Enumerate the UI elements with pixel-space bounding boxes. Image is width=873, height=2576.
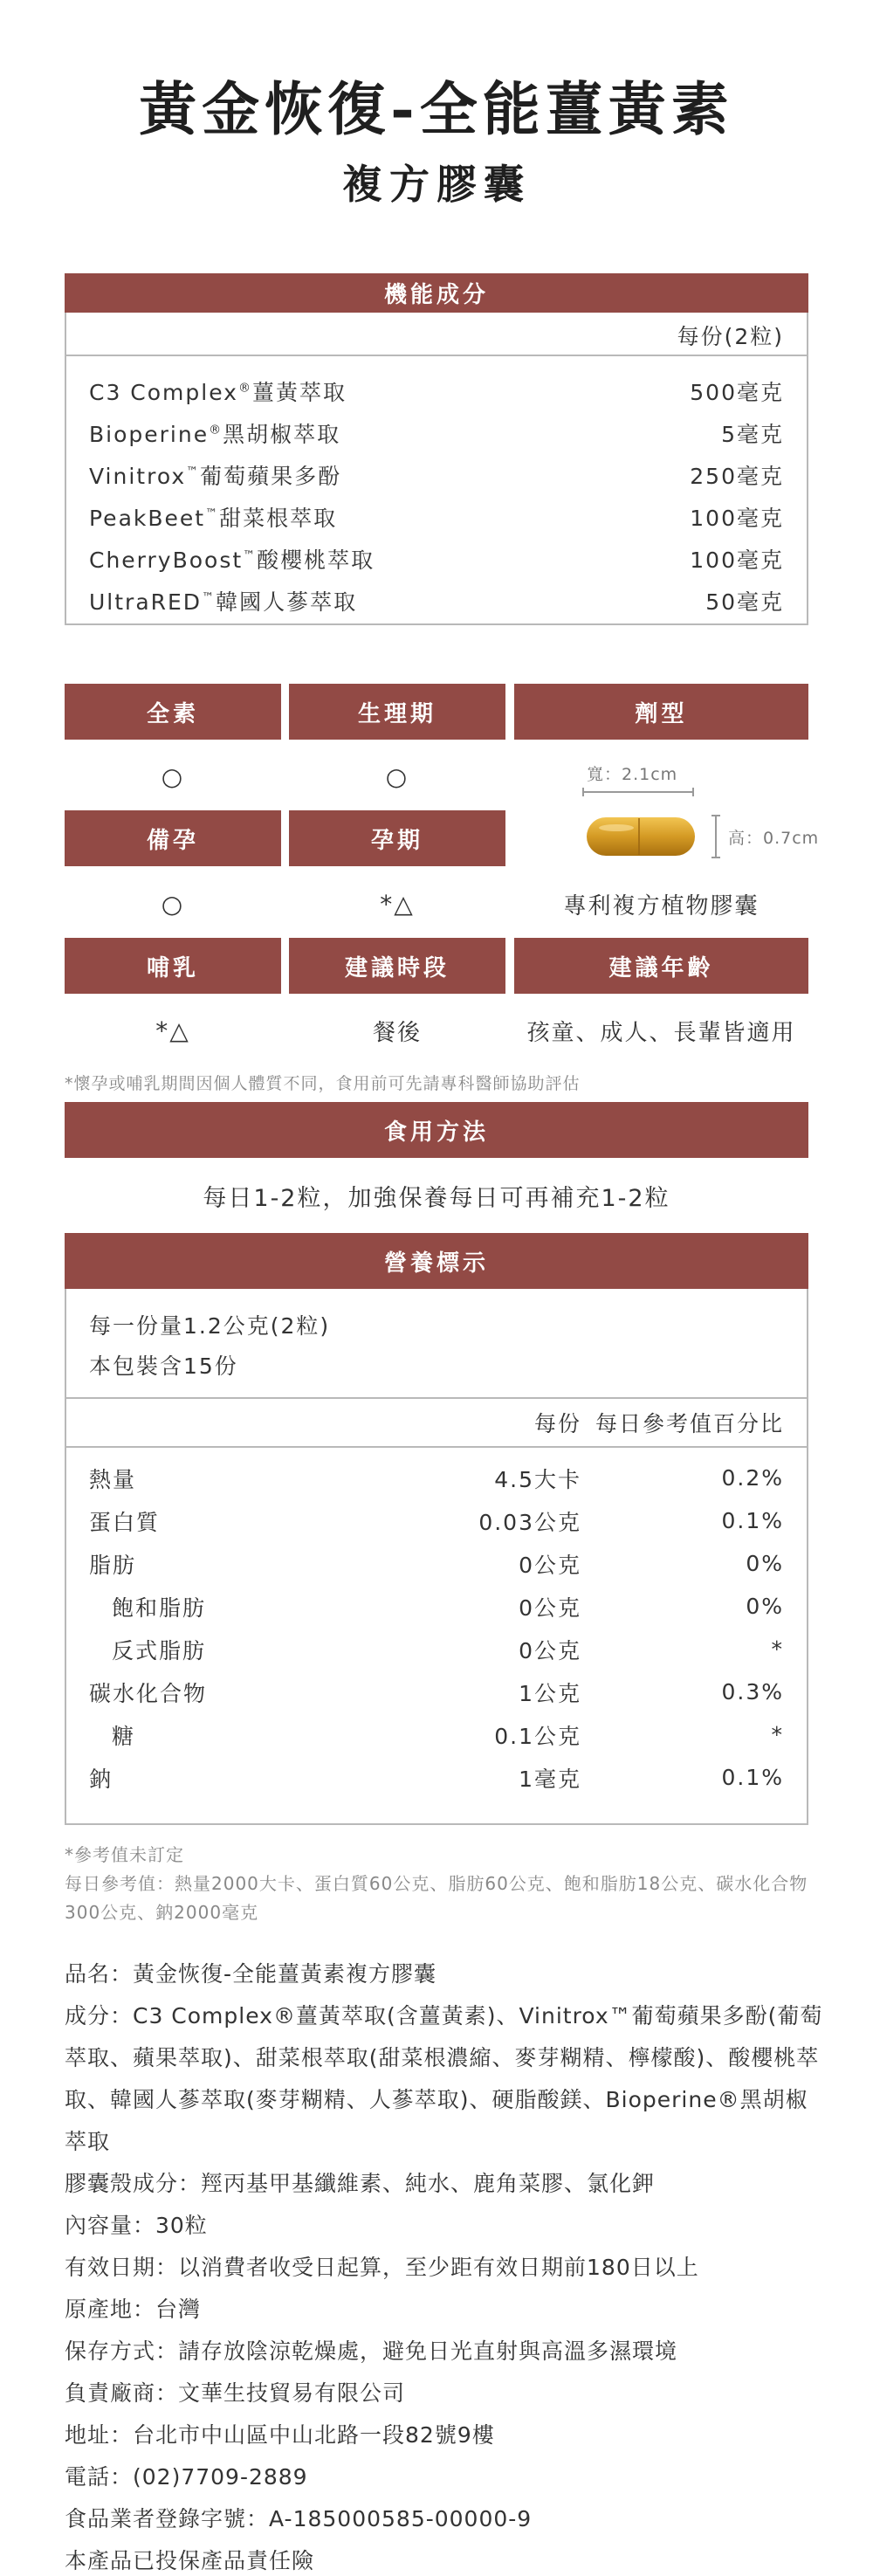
nutrition-rows [89, 1457, 784, 1799]
reference-notes [65, 1841, 815, 1927]
product-info-line: 食品業者登錄字號：A-185000585-00000-9 [65, 2506, 533, 2531]
nutrition-row [89, 1670, 784, 1713]
ingredient-row [89, 370, 784, 412]
pregnancy-value: *△ [380, 889, 415, 919]
product-subtitle: 複方膠囊 [342, 161, 531, 208]
functional-list [89, 370, 784, 622]
preconception-header: 備孕 [65, 810, 281, 866]
nutrition-row [89, 1457, 784, 1499]
nutrient-amount: 1公克 [519, 1680, 581, 1706]
nutrient-amount: 0公克 [519, 1552, 581, 1578]
pregnancy-header: 孕期 [289, 810, 505, 866]
usage-header: 食用方法 [65, 1102, 808, 1158]
divider [66, 1446, 807, 1448]
capsule-icon [585, 814, 698, 861]
period-header: 生理期 [289, 684, 505, 740]
ingredient-name: Bioperine®黑胡椒萃取 [89, 422, 341, 447]
timing-header: 建議時段 [289, 938, 505, 994]
width-measure-line [582, 786, 696, 798]
nutrition-row [89, 1628, 784, 1670]
height-measure-line [709, 814, 723, 859]
ingredient-row [89, 580, 784, 622]
capsule-width-label: 寬：2.1cm [587, 765, 678, 784]
capsule-height-label: 高：0.7cm [728, 829, 820, 848]
divider [66, 1397, 807, 1399]
nutrient-name: 蛋白質 [89, 1509, 161, 1535]
nutrient-daily-value: * [771, 1636, 784, 1662]
timing-value: 餐後 [372, 1019, 422, 1046]
product-info-line: 膠囊殼成分：羥丙基甲基纖維素、純水、鹿角菜膠、氯化鉀 [65, 2171, 656, 2196]
product-info-line: 原產地：台灣 [65, 2297, 202, 2322]
ingredient-row [89, 412, 784, 454]
nutrient-amount: 0.03公克 [478, 1509, 581, 1535]
functional-table [65, 313, 808, 625]
reference-undefined: *參考值未訂定 [65, 1844, 184, 1865]
form-header: 劑型 [514, 684, 808, 740]
nutrition-row [89, 1585, 784, 1628]
ingredient-amount: 50毫克 [705, 589, 784, 615]
nutrition-row [89, 1713, 784, 1756]
product-info-line: 電話：(02)7709-2889 [65, 2464, 308, 2490]
product-info-line: 成分：C3 Complex®薑黃萃取(含薑黃素)、Vinitrox™葡萄蘋果多酚(葡萄萃取、蘋果萃取)、甜菜根萃取(甜菜根濃縮、麥芽糊精、檸檬酸)、酸櫻桃萃取、韓國人蔘萃取(麥芽糊精、人蔘萃取)、硬脂酸鎂、Bioperine®黑胡椒萃取 [65, 2003, 823, 2154]
nutrient-name: 熱量 [89, 1466, 137, 1492]
ingredient-name: Vinitrox™葡萄蘋果多酚 [89, 464, 342, 489]
ingredient-name: PeakBeet™甜菜根萃取 [89, 506, 338, 531]
nutrient-amount: 1毫克 [519, 1766, 581, 1792]
divider [66, 355, 807, 356]
nutrition-row [89, 1542, 784, 1585]
reference-values: 每日參考值：熱量2000大卡、蛋白質60公克、脂肪60公克、飽和脂肪18公克、碳水化合物300公克、鈉2000毫克 [65, 1873, 808, 1923]
product-info-line: 地址：台北市中山區中山北路一段82號9樓 [65, 2422, 495, 2448]
period-value: ○ [385, 761, 409, 791]
per-serving-label: 每份(2粒) [677, 324, 784, 349]
product-title: 黃金恢復-全能薑黃素 [139, 75, 734, 143]
nutrition-table [65, 1289, 808, 1825]
pregnancy-note: *懷孕或哺乳期間因個人體質不同，食用前可先請專科醫師協助評估 [65, 1074, 581, 1093]
nutrient-name: 鈉 [89, 1766, 113, 1792]
product-info-line: 內容量：30粒 [65, 2213, 208, 2238]
nutrient-amount: 4.5大卡 [494, 1466, 581, 1492]
product-info-line: 有效日期：以消費者收受日起算，至少距有效日期前180日以上 [65, 2255, 699, 2280]
age-header: 建議年齡 [514, 938, 808, 994]
nutrition-row [89, 1499, 784, 1542]
nutrition-header: 營養標示 [65, 1233, 808, 1289]
vegan-value: ○ [161, 761, 185, 791]
nutrient-daily-value: 0% [746, 1594, 784, 1619]
nutrient-name: 糖 [112, 1723, 136, 1749]
product-info-line: 保存方式：請存放陰涼乾燥處，避免日光直射與高溫多濕環境 [65, 2338, 678, 2364]
ingredient-amount: 100毫克 [690, 506, 784, 531]
ingredient-row [89, 538, 784, 580]
nutrient-name: 脂肪 [89, 1552, 137, 1578]
servings-per-pack: 本包裝含15份 [89, 1353, 238, 1379]
column-per-serving: 每份 [533, 1411, 581, 1436]
nutrient-amount: 0公克 [519, 1637, 581, 1663]
ingredient-name: C3 Complex®薑黃萃取 [89, 380, 347, 405]
ingredient-amount: 5毫克 [721, 422, 784, 447]
ingredient-name: UltraRED™韓國人蔘萃取 [89, 589, 358, 615]
ingredient-row [89, 496, 784, 538]
column-daily-value: 每日參考值百分比 [595, 1411, 784, 1436]
product-info-line: 品名：黃金恢復-全能薑黃素複方膠囊 [65, 1961, 437, 1987]
breastfeeding-value: *△ [155, 1016, 190, 1045]
ingredient-amount: 250毫克 [690, 464, 784, 489]
ingredient-amount: 500毫克 [690, 380, 784, 405]
ingredient-amount: 100毫克 [690, 548, 784, 573]
serving-size: 每一份量1.2公克(2粒) [89, 1313, 331, 1339]
nutrient-name: 飽和脂肪 [112, 1595, 207, 1621]
product-info-line: 負責廠商：文華生技貿易有限公司 [65, 2380, 406, 2406]
nutrient-daily-value: * [771, 1722, 784, 1747]
nutrient-name: 碳水化合物 [89, 1680, 208, 1706]
nutrient-daily-value: 0.2% [721, 1465, 784, 1491]
nutrient-name: 反式脂肪 [112, 1637, 207, 1663]
nutrient-daily-value: 0.1% [721, 1765, 784, 1790]
vegan-header: 全素 [65, 684, 281, 740]
nutrient-daily-value: 0.3% [721, 1679, 784, 1705]
age-value: 孩童、成人、長輩皆適用 [526, 1019, 796, 1046]
preconception-value: ○ [161, 889, 185, 919]
product-info [65, 1953, 824, 2576]
ingredient-row [89, 454, 784, 496]
capsule-type: 專利複方植物膠囊 [563, 892, 760, 920]
ingredient-name: CherryBoost™酸櫻桃萃取 [89, 548, 375, 573]
nutrition-column-headers [89, 1401, 784, 1444]
nutrient-daily-value: 0% [746, 1551, 784, 1576]
nutrient-daily-value: 0.1% [721, 1508, 784, 1533]
nutrient-amount: 0公克 [519, 1595, 581, 1621]
nutrition-row [89, 1756, 784, 1799]
functional-header: 機能成分 [65, 273, 808, 313]
serving-info [89, 1306, 330, 1387]
breastfeeding-header: 哺乳 [65, 938, 281, 994]
usage-text: 每日1-2粒，加強保養每日可再補充1-2粒 [203, 1185, 670, 1212]
product-info-line: 本產品已投保產品責任險 [65, 2548, 315, 2573]
nutrient-amount: 0.1公克 [494, 1723, 581, 1749]
